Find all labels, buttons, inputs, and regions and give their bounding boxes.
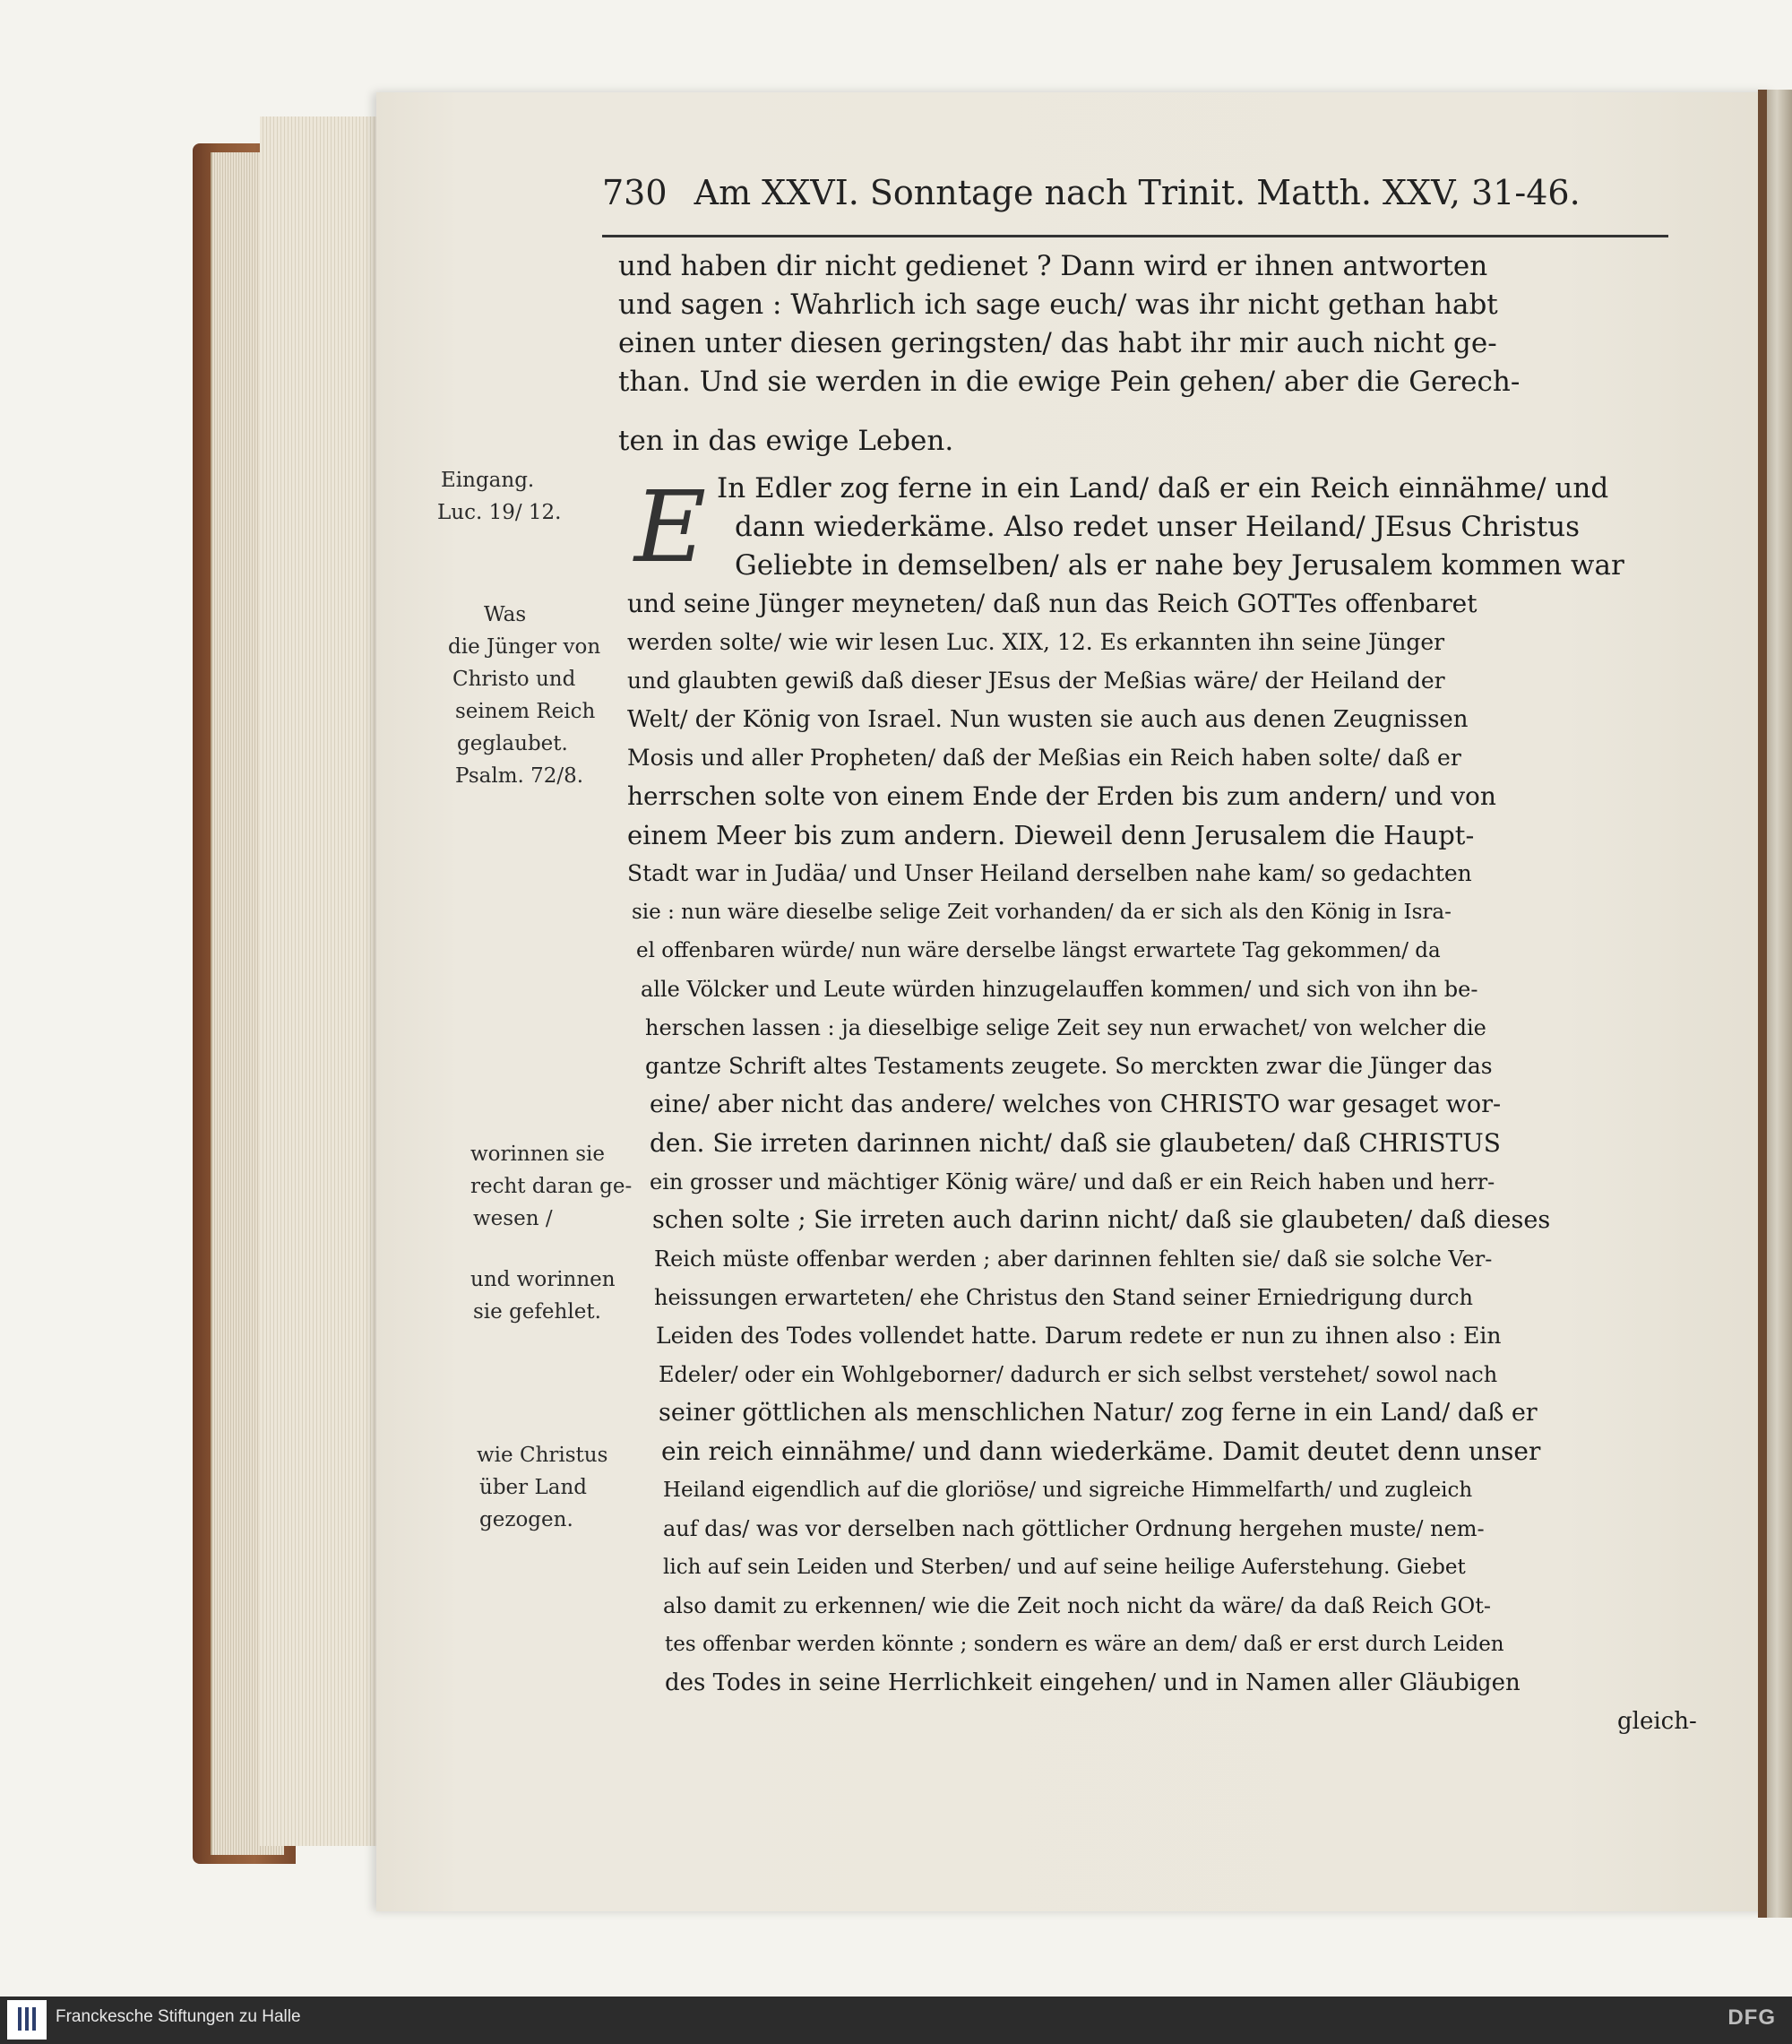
body-line: einen unter diesen geringsten/ das habt ihr mir auch nicht ge- — [618, 327, 1497, 359]
margin-note: Christo und — [452, 668, 576, 691]
footer-institution[interactable]: Franckesche Stiftungen zu Halle — [56, 2007, 301, 2026]
body-line: und haben dir nicht gedienet ? Dann wird er ihnen antworten — [618, 250, 1488, 282]
body-line: gantze Schrift altes Testaments zeugete. So merckten zwar die Jünger das — [645, 1053, 1493, 1079]
body-line: Leiden des Todes vollendet hatte. Darum redete er nun zu ihnen also : Ein — [656, 1323, 1502, 1349]
body-line: Stadt war in Judäa/ und Unser Heiland derselben nahe kam/ so gedachten — [627, 860, 1472, 886]
body-line: ten in das ewige Leben. — [618, 425, 954, 457]
margin-note: Psalm. 72/8. — [455, 764, 584, 788]
margin-note: gezogen. — [479, 1508, 573, 1531]
body-line: einem Meer bis zum andern. Dieweil denn Jerusalem die Haupt- — [627, 820, 1475, 850]
body-line: lich auf sein Leiden und Sterben/ und auf seine heilige Auferstehung. Giebet — [663, 1556, 1466, 1579]
margin-note: wie Christus — [477, 1444, 608, 1467]
margin-note: geglaubet. — [457, 732, 568, 755]
body-line: werden solte/ wie wir lesen Luc. XIX, 12. Es erkannten ihn seine Jünger — [627, 629, 1445, 655]
body-line: ein reich einnähme/ und dann wiederkäme. Damit deutet denn unser — [661, 1436, 1541, 1466]
body-line: el offenbaren würde/ nun wäre derselbe längst erwartete Tag gekommen/ da — [636, 939, 1441, 962]
body-line: seiner göttlichen als menschlichen Natur/ zog ferne in ein Land/ daß er — [659, 1399, 1538, 1427]
body-line: herrschen solte von einem Ende der Erden bis zum andern/ und von — [627, 781, 1496, 811]
running-header — [602, 173, 1677, 227]
body-line: und glaubten gewiß daß dieser JEsus der Meßias wäre/ der Heiland der — [627, 668, 1445, 694]
body-line: than. Und sie werden in die ewige Pein gehen/ aber die Gerech- — [618, 366, 1521, 398]
facing-page-edge — [1767, 90, 1792, 1918]
margin-note: über Land — [479, 1476, 587, 1499]
running-title: Am XXVI. Sonntage nach Trinit. Matth. XXV, 31-46. — [694, 173, 1581, 212]
margin-note: recht daran ge- — [470, 1175, 633, 1198]
body-line: Edeler/ oder ein Wohlgeborner/ dadurch er sich selbst verstehet/ sowol nach — [659, 1362, 1498, 1387]
page-number: 730 — [602, 173, 668, 212]
margin-note: Luc. 19/ 12. — [437, 501, 562, 524]
margin-note: sie gefehlet. — [473, 1300, 601, 1324]
margin-note: Eingang. — [441, 469, 535, 492]
body-line: Reich müste offenbar werden ; aber darinnen fehlten sie/ daß sie solche Ver- — [654, 1246, 1493, 1272]
initial-letter: E — [633, 470, 707, 584]
book-spine — [1758, 90, 1767, 1918]
body-line: dann wiederkäme. Also redet unser Heiland/ JEsus Christus — [735, 511, 1581, 543]
margin-note: Was — [484, 603, 527, 626]
body-line: und seine Jünger meyneten/ daß nun das Reich GOTTes offenbaret — [627, 589, 1478, 618]
body-line: herschen lassen : ja dieselbige selige Zeit sey nun erwachet/ von welcher die — [645, 1015, 1486, 1040]
margin-note: wesen / — [473, 1207, 553, 1230]
margin-note: die Jünger von — [448, 635, 601, 659]
body-line: alle Völcker und Leute würden hinzugelauffen kommen/ und sich von ihn be- — [641, 977, 1478, 1002]
body-line: und sagen : Wahrlich ich sage euch/ was ihr nicht gethan habt — [618, 289, 1498, 321]
institution-logo-icon — [18, 2007, 36, 2031]
body-line: Welt/ der König von Israel. Nun wusten sie auch aus denen Zeugnissen — [627, 706, 1469, 733]
body-line: auf das/ was vor derselben nach göttlicher Ordnung hergehen muste/ nem- — [663, 1516, 1485, 1541]
body-line: heissungen erwarteten/ ehe Christus den Stand seiner Erniedrigung durch — [654, 1285, 1473, 1310]
body-line: Mosis und aller Propheten/ daß der Meßias ein Reich haben solte/ daß er — [627, 745, 1461, 771]
body-line: schen solte ; Sie irreten auch darinn nicht/ daß sie glaubeten/ daß dieses — [652, 1206, 1551, 1234]
body-line: Geliebte in demselben/ als er nahe bey Jerusalem kommen war — [735, 549, 1624, 582]
body-line: des Todes in seine Herrlichkeit eingehen/ und in Namen aller Gläubigen — [665, 1669, 1521, 1696]
funder-logo[interactable]: DFG — [1727, 2005, 1776, 2030]
body-line: In Edler zog ferne in ein Land/ daß er ein Reich einnähme/ und — [717, 472, 1609, 505]
body-line: eine/ aber nicht das andere/ welches von CHRISTO war gesaget wor- — [650, 1091, 1502, 1118]
margin-note: und worinnen — [470, 1268, 616, 1291]
margin-note: seinem Reich — [455, 700, 596, 723]
header-rule — [602, 235, 1668, 237]
catchword: gleich- — [1617, 1708, 1697, 1735]
page-stack — [260, 116, 394, 1846]
margin-note: worinnen sie — [470, 1143, 606, 1166]
body-line: also damit zu erkennen/ wie die Zeit noch nicht da wäre/ da daß Reich GOt- — [663, 1593, 1491, 1618]
body-line: ein grosser und mächtiger König wäre/ und daß er ein Reich haben und herr- — [650, 1169, 1495, 1194]
body-line: Heiland eigendlich auf die gloriöse/ und sigreiche Himmelfarth/ und zugleich — [663, 1479, 1473, 1502]
body-line: den. Sie irreten darinnen nicht/ daß sie glaubeten/ daß CHRISTUS — [650, 1128, 1501, 1158]
body-line: tes offenbar werden könnte ; sondern es wäre an dem/ daß er erst durch Leiden — [665, 1633, 1504, 1656]
body-line: sie : nun wäre dieselbe selige Zeit vorhanden/ da er sich als den König in Isra- — [632, 901, 1452, 924]
institution-logo[interactable] — [7, 2000, 47, 2040]
